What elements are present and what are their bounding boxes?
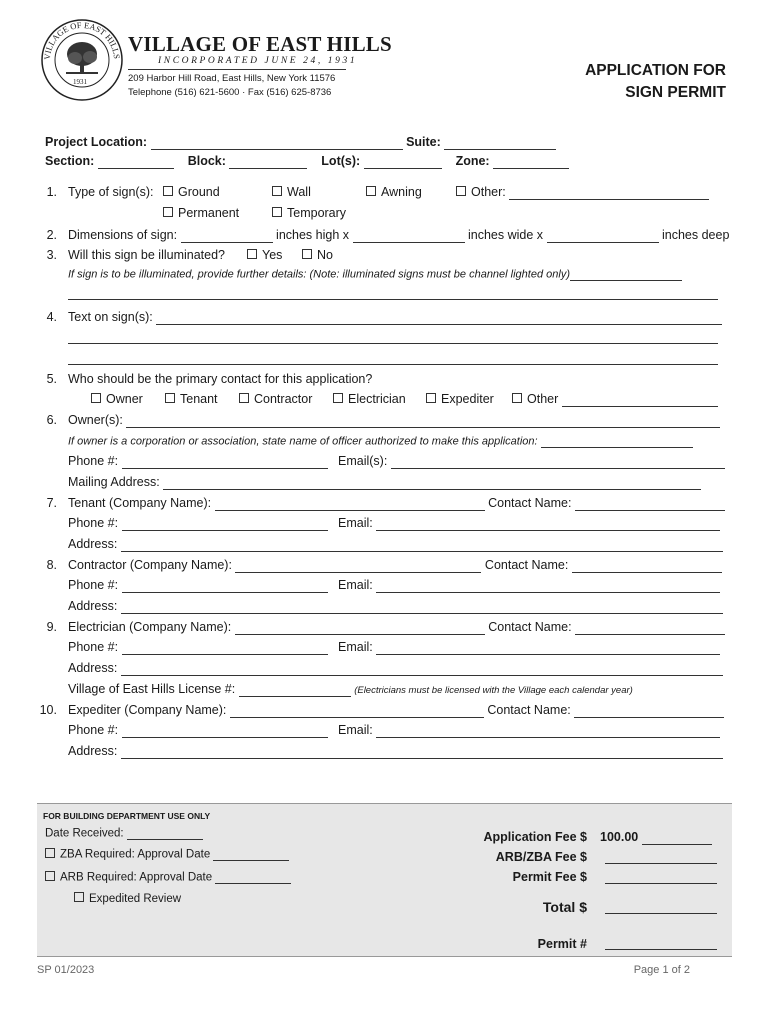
depth-field[interactable] [547, 229, 659, 243]
electrician-phone-label: Phone #: [68, 640, 119, 654]
electrician-company-field[interactable] [235, 621, 485, 635]
contact-owner-option[interactable] [91, 392, 143, 406]
tenant-phone-row [68, 516, 328, 531]
electrician-phone-row [68, 640, 328, 655]
electrician-row [68, 620, 725, 635]
zba-checkbox[interactable] [45, 848, 55, 858]
temporary-label: Temporary [287, 206, 347, 220]
contractor-label: Contractor [254, 392, 313, 406]
sign-other-field[interactable] [509, 186, 709, 200]
temporary-checkbox[interactable] [272, 207, 282, 217]
arb-row[interactable] [45, 870, 291, 884]
tenant-label: Tenant (Company Name): [68, 496, 212, 510]
sign-other-label: Other: [471, 185, 506, 199]
owner-label: Owner [106, 392, 143, 406]
q6-row [68, 413, 720, 428]
wall-option[interactable] [272, 185, 311, 199]
contractor-contact-field[interactable] [572, 559, 722, 573]
expediter-contact-label: Contact Name: [487, 703, 571, 717]
expediter-address-field[interactable] [121, 745, 723, 759]
app-fee-value: 100.00 [600, 830, 639, 844]
tenant-address-row [68, 537, 723, 552]
yes-label: Yes [262, 248, 283, 262]
contact-other-checkbox[interactable] [512, 393, 522, 403]
q3-label: Will this sign be illuminated? [68, 248, 226, 262]
q6-label: Owner(s): [68, 413, 123, 427]
tenant-email-field[interactable] [376, 517, 720, 531]
permit-fee-label: Permit Fee $ [512, 870, 587, 884]
expediter-address-row [68, 744, 723, 759]
sign-text-line-2[interactable] [68, 330, 718, 344]
q2-label: Dimensions of sign: [68, 228, 178, 242]
tenant-email-row [338, 516, 720, 531]
contact-electrician-checkbox[interactable] [333, 393, 343, 403]
electrician-address-row [68, 661, 723, 676]
owner-email-row [338, 454, 725, 469]
contractor-address-row [68, 599, 723, 614]
electrician-email-label: Email: [338, 640, 373, 654]
zone-label: Zone: [455, 154, 490, 168]
arb-fee-label: ARB/ZBA Fee $ [495, 850, 587, 864]
q3-number: 3. [46, 248, 57, 262]
tenant-row [68, 496, 725, 511]
contact-owner-checkbox[interactable] [91, 393, 101, 403]
permit-number-field[interactable] [605, 936, 717, 950]
awning-checkbox[interactable] [366, 186, 376, 196]
expediter-company-field[interactable] [230, 704, 484, 718]
wall-label: Wall [287, 185, 311, 199]
contractor-address-label: Address: [68, 599, 118, 613]
form-title-line-1: APPLICATION FOR [585, 62, 726, 79]
q8-number: 8. [46, 558, 57, 572]
tenant-label: Tenant [180, 392, 218, 406]
expedited-checkbox[interactable] [74, 892, 84, 902]
sign-text-field[interactable] [156, 311, 722, 325]
q1-label: Type of sign(s): [68, 185, 154, 199]
ground-label: Ground [178, 185, 220, 199]
contractor-contact-label: Contact Name: [484, 558, 569, 572]
permit-fee-field[interactable] [605, 870, 717, 884]
page-number: Page 1 of 2 [633, 964, 690, 976]
electrician-address-field[interactable] [121, 662, 723, 676]
electrician-label: Electrician [348, 392, 406, 406]
q4-number: 4. [46, 310, 57, 324]
village-phone-fax: Telephone (516) 621-5600 · Fax (516) 625-8736 [128, 87, 332, 98]
total-field[interactable] [605, 900, 717, 914]
license-row [68, 682, 633, 697]
electrician-contact-label: Contact Name: [488, 620, 572, 634]
owner-email-field[interactable] [391, 455, 725, 469]
permit-number-label: Permit # [537, 937, 587, 951]
tenant-company-field[interactable] [215, 497, 485, 511]
license-note: (Electricians must be licensed with the Village each calendar year) [354, 685, 633, 696]
temporary-option[interactable] [272, 206, 346, 220]
zba-date-field[interactable] [213, 847, 289, 861]
zone-field[interactable] [493, 155, 569, 169]
wide-label: inches wide x [467, 228, 544, 242]
lots-label: Lot(s): [321, 154, 361, 168]
section-block-row [45, 154, 569, 169]
awning-option[interactable] [366, 185, 422, 199]
license-label: Village of East Hills License #: [68, 682, 236, 696]
expedited-row[interactable] [74, 892, 181, 905]
seal-year: 1931 [73, 78, 87, 86]
section-label: Section: [45, 154, 95, 168]
illumination-details-field[interactable] [570, 267, 682, 281]
sign-text-line-3[interactable] [68, 351, 718, 365]
app-fee-label: Application Fee $ [483, 830, 587, 844]
tenant-contact-field[interactable] [575, 497, 725, 511]
deep-label: inches deep [662, 228, 730, 242]
electrician-email-row [338, 640, 720, 655]
no-label: No [317, 248, 333, 262]
app-fee-row [600, 830, 712, 845]
contractor-phone-field[interactable] [122, 579, 328, 593]
contractor-email-field[interactable] [376, 579, 720, 593]
corp-officer-field[interactable] [541, 434, 693, 448]
tenant-address-field[interactable] [121, 538, 723, 552]
illumination-note-row [68, 267, 682, 281]
corp-officer-note: If owner is a corporation or association, state name of officer authorized to make this application: [68, 435, 538, 448]
contractor-email-row [338, 578, 720, 593]
q7-number: 7. [46, 496, 57, 510]
contractor-email-label: Email: [338, 578, 373, 592]
contact-electrician-option[interactable] [333, 392, 406, 406]
expedited-label: Expedited Review [89, 893, 182, 905]
owner-phone-field[interactable] [122, 455, 328, 469]
date-received-field[interactable] [127, 826, 203, 840]
electrician-contact-field[interactable] [575, 621, 725, 635]
awning-label: Awning [381, 185, 422, 199]
office-use-panel [37, 803, 732, 957]
contact-expediter-option[interactable] [426, 392, 494, 406]
height-field[interactable] [181, 229, 273, 243]
dimensions-row [68, 228, 729, 243]
village-name: VILLAGE OF EAST HILLS [128, 32, 392, 56]
tenant-contact-label: Contact Name: [488, 496, 572, 510]
license-field[interactable] [239, 683, 351, 697]
contact-other-label: Other [527, 392, 559, 406]
contractor-row [68, 558, 722, 573]
suite-label: Suite: [406, 135, 441, 149]
contact-other-field[interactable] [562, 393, 718, 407]
ground-option[interactable] [163, 185, 220, 199]
q6-number: 6. [46, 413, 57, 427]
electrician-email-field[interactable] [376, 641, 720, 655]
tenant-email-label: Email: [338, 516, 373, 530]
tenant-phone-label: Phone #: [68, 516, 119, 530]
contact-tenant-option[interactable] [165, 392, 218, 406]
contact-contractor-checkbox[interactable] [239, 393, 249, 403]
arb-checkbox[interactable] [45, 871, 55, 881]
zba-row[interactable] [45, 847, 289, 861]
project-location-field[interactable] [151, 136, 403, 150]
expediter-email-field[interactable] [376, 724, 720, 738]
high-label: inches high x [276, 228, 350, 242]
contact-contractor-option[interactable] [239, 392, 312, 406]
arb-label: ARB Required: Approval Date [60, 871, 213, 884]
date-received-label: Date Received: [45, 827, 124, 840]
corp-officer-row [68, 434, 693, 448]
illuminated-no-checkbox[interactable] [302, 249, 312, 259]
tenant-phone-field[interactable] [122, 517, 328, 531]
contact-expediter-checkbox[interactable] [426, 393, 436, 403]
q4-label: Text on sign(s): [68, 310, 153, 324]
q2-number: 2. [46, 228, 57, 242]
owner-phone-label: Phone #: [68, 454, 119, 468]
contact-other-option[interactable] [512, 392, 718, 407]
q1-number: 1. [46, 185, 57, 199]
expediter-row [68, 703, 724, 718]
wall-checkbox[interactable] [272, 186, 282, 196]
contractor-phone-row [68, 578, 328, 593]
project-location-row [45, 135, 556, 150]
block-field[interactable] [229, 155, 307, 169]
village-address: 209 Harbor Hill Road, East Hills, New York 11576 [128, 73, 336, 84]
q5-number: 5. [46, 372, 57, 386]
project-location-label: Project Location: [45, 135, 148, 149]
village-seal [40, 18, 124, 102]
width-field[interactable] [353, 229, 465, 243]
form-code: SP 01/2023 [37, 964, 95, 976]
expediter-phone-field[interactable] [122, 724, 328, 738]
arb-date-field[interactable] [215, 870, 291, 884]
expediter-phone-label: Phone #: [68, 723, 119, 737]
contractor-phone-label: Phone #: [68, 578, 119, 592]
form-title-line-2: SIGN PERMIT [625, 84, 726, 101]
electrician-address-label: Address: [68, 661, 118, 675]
electrician-label: Electrician (Company Name): [68, 620, 232, 634]
owner-email-label: Email(s): [338, 454, 388, 468]
illuminated-yes-option[interactable] [247, 248, 282, 262]
office-use-heading: FOR BUILDING DEPARTMENT USE ONLY [43, 811, 211, 821]
date-received-row [45, 826, 203, 840]
permanent-option[interactable] [163, 206, 239, 220]
permanent-label: Permanent [178, 206, 240, 220]
illuminated-no-option[interactable] [302, 248, 333, 262]
sign-other-option[interactable] [456, 185, 709, 200]
zba-label: ZBA Required: Approval Date [60, 848, 211, 861]
tenant-address-label: Address: [68, 537, 118, 551]
section-field[interactable] [98, 155, 174, 169]
contractor-label: Contractor (Company Name): [68, 558, 232, 572]
expediter-email-row [338, 723, 720, 738]
owner-mailing-field[interactable] [163, 476, 701, 490]
contractor-company-field[interactable] [235, 559, 481, 573]
lots-field[interactable] [364, 155, 442, 169]
arb-fee-field[interactable] [605, 850, 717, 864]
contact-tenant-checkbox[interactable] [165, 393, 175, 403]
owner-name-field[interactable] [126, 414, 720, 428]
q5-label: Who should be the primary contact for this application? [68, 372, 373, 386]
header-rule [128, 69, 346, 70]
illuminated-yes-checkbox[interactable] [247, 249, 257, 259]
illumination-note: If sign is to be illuminated, provide further details: (Note: illuminated signs must be channel lighted only) [68, 268, 570, 281]
incorporated-date: INCORPORATED JUNE 24, 1931 [158, 56, 358, 66]
electrician-phone-field[interactable] [122, 641, 328, 655]
owner-mailing-row [68, 475, 701, 490]
ground-checkbox[interactable] [163, 186, 173, 196]
expediter-address-label: Address: [68, 744, 118, 758]
illumination-details-line-2[interactable] [68, 286, 718, 300]
block-label: Block: [187, 154, 226, 168]
svg-text:VILLAGE OF EAST HILLS NEW YORK: VILLAGE OF EAST HILLS [41, 19, 123, 61]
expediter-contact-field[interactable] [574, 704, 724, 718]
expediter-email-label: Email: [338, 723, 373, 737]
permanent-checkbox[interactable] [163, 207, 173, 217]
expediter-label: Expediter [441, 392, 494, 406]
expediter-label: Expediter (Company Name): [68, 703, 227, 717]
expediter-phone-row [68, 723, 328, 738]
q10-number: 10. [39, 703, 57, 717]
total-label: Total $ [542, 899, 587, 915]
app-fee-field[interactable] [642, 831, 712, 845]
suite-field[interactable] [444, 136, 556, 150]
sign-other-checkbox[interactable] [456, 186, 466, 196]
q4-row [68, 310, 722, 325]
owner-phone-row [68, 454, 328, 469]
q9-number: 9. [46, 620, 57, 634]
owner-mailing-label: Mailing Address: [68, 475, 160, 489]
contractor-address-field[interactable] [121, 600, 723, 614]
